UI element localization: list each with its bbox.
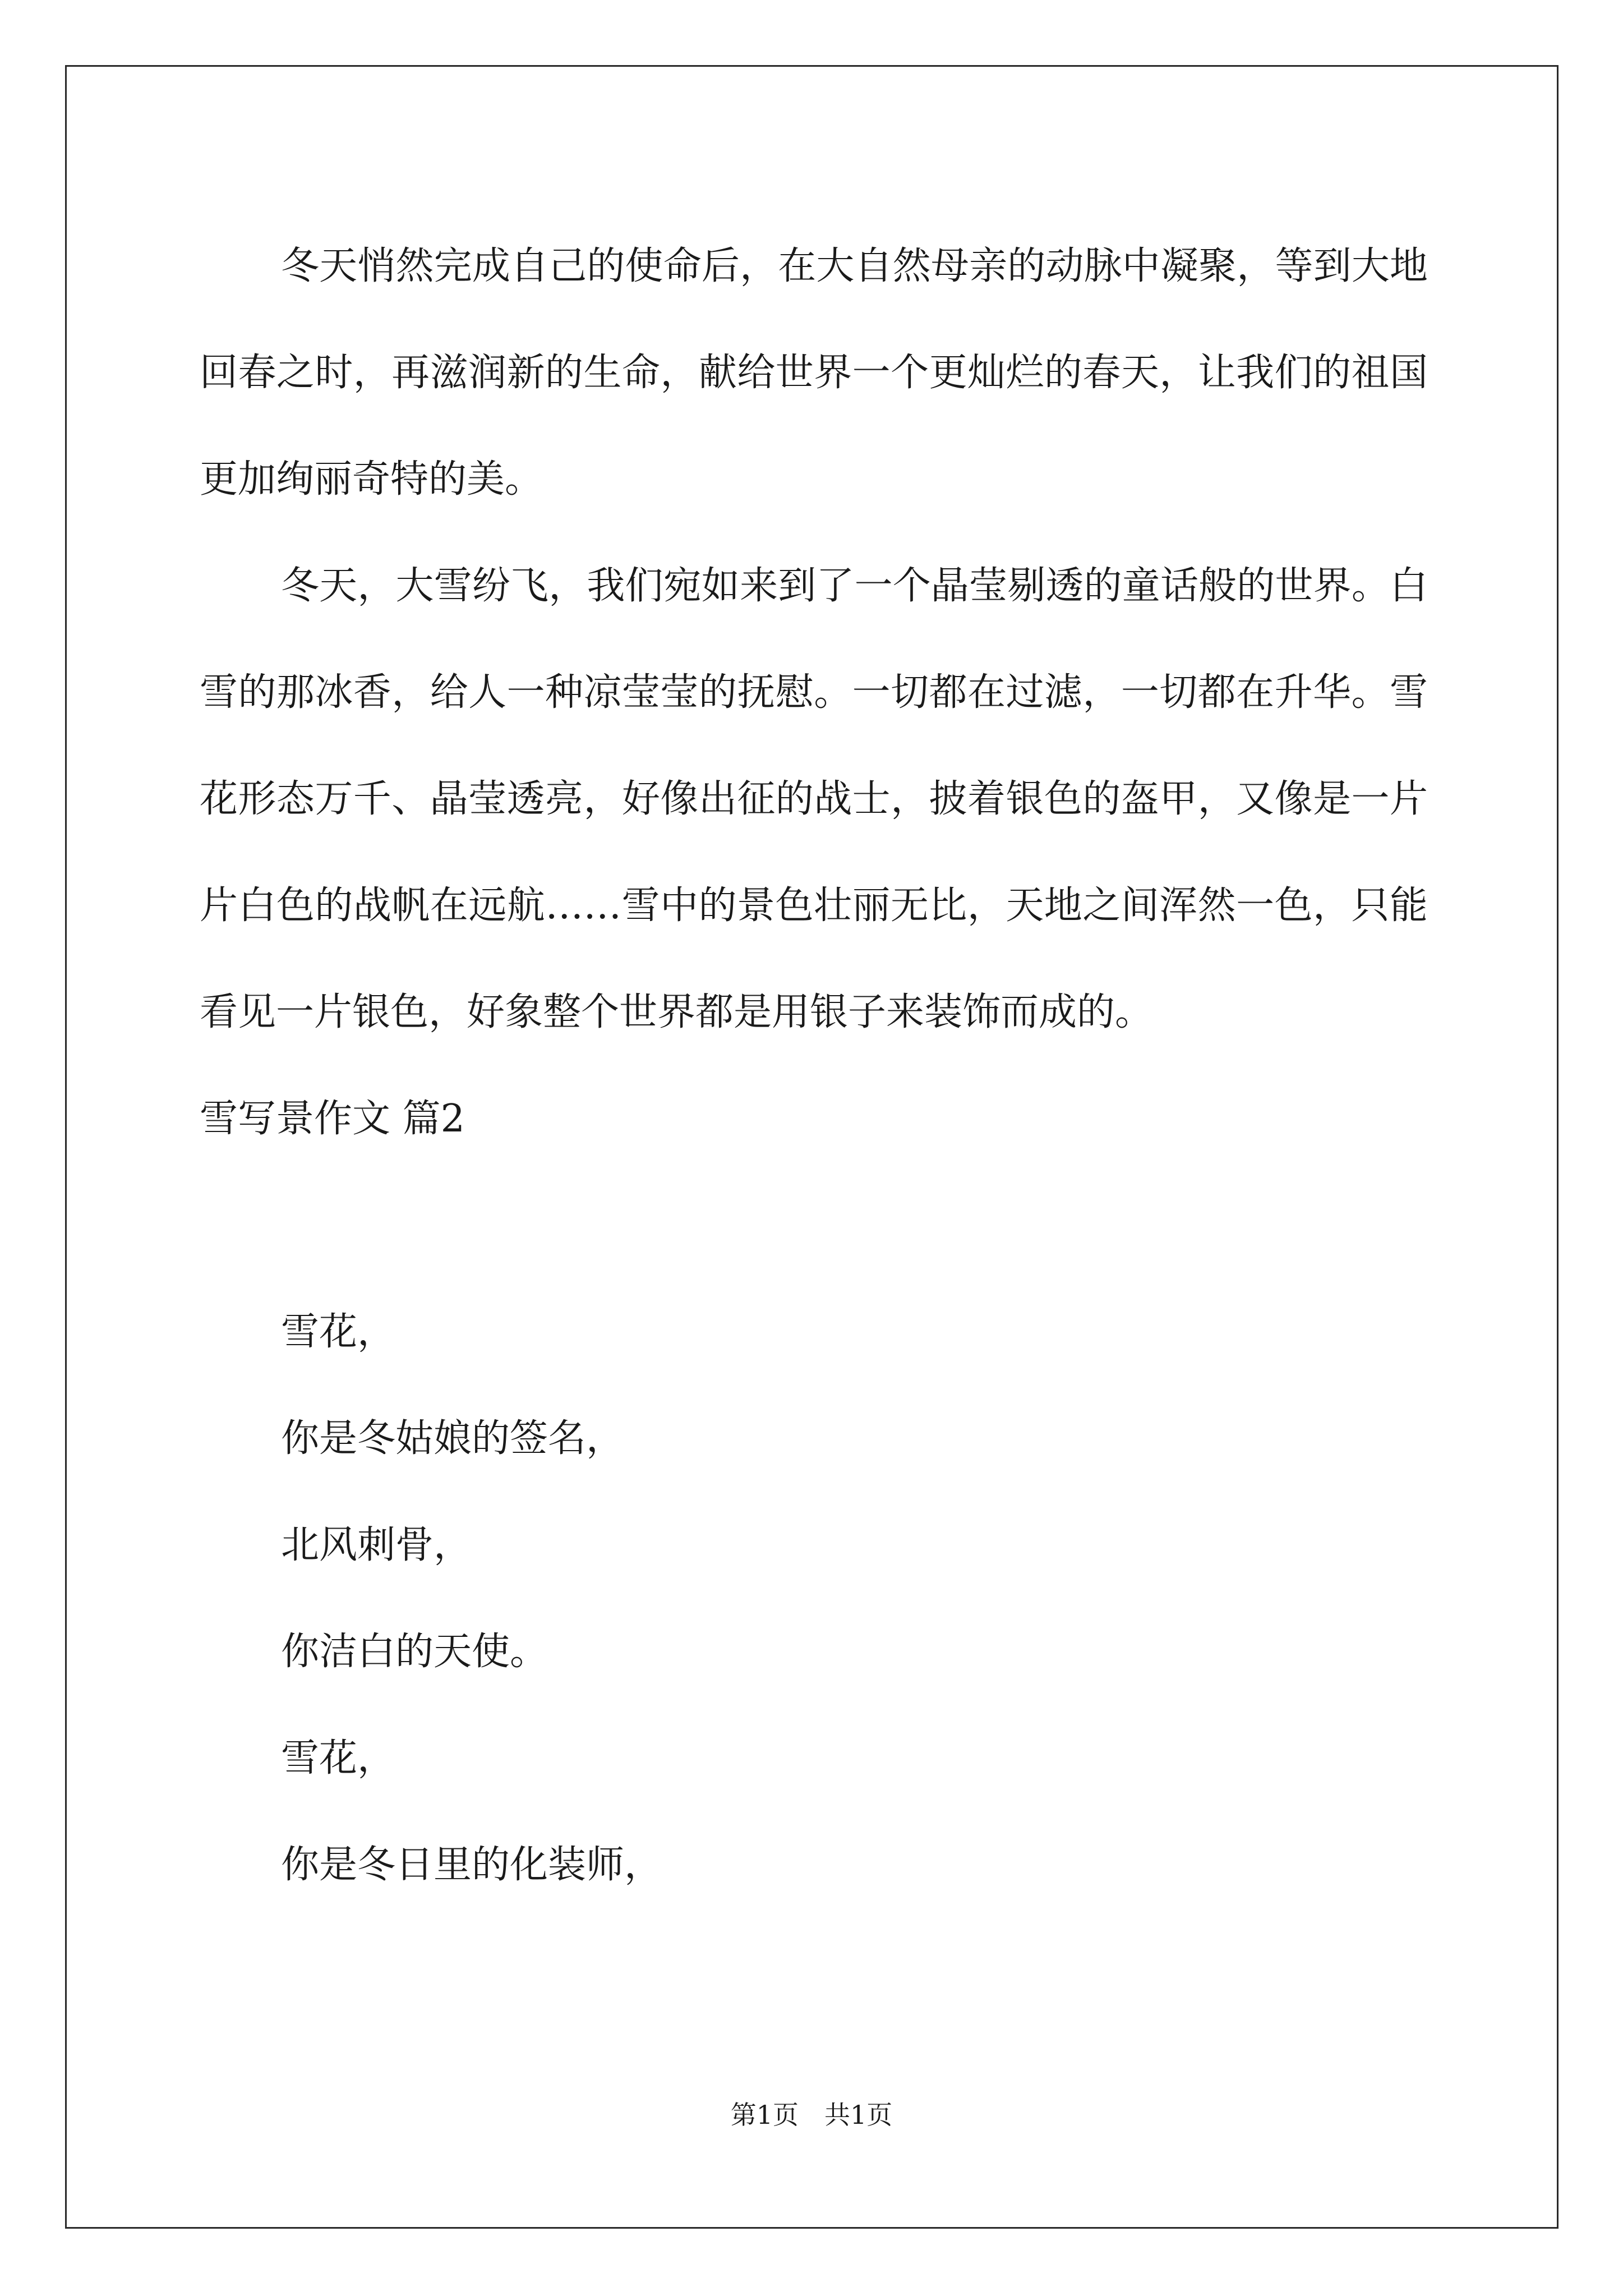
poem-line: 北风刺骨， <box>281 1523 472 1567</box>
blank-line <box>200 1172 1428 1279</box>
paragraph-1: 冬天悄然完成自己的使命后，在大自然母亲的动脉中凝聚，等到大地回春之时，再滋润新的生命，献给世界一个更灿烂的春天，让我们的祖国更加绚丽奇特的美。 <box>200 244 1428 501</box>
poem-line: 你是冬日里的化装师， <box>281 1843 663 1887</box>
paragraph-2: 冬天，大雪纷飞，我们宛如来到了一个晶莹剔透的童话般的世界。白雪的那冰香，给人一种凉莹莹的抚慰。一切都在过滤，一切都在升华。雪花形态万千、晶莹透亮，好像出征的战士，披着银色的盔甲，又像是一片片白色的战帆在远航……雪中的景色壮丽无比，天地之间浑然一色，只能看见一片银色，好象整个世界都是用银子来装饰而成的。 <box>200 564 1428 1034</box>
document-body <box>200 213 1428 1918</box>
page-footer: 第1页 共1页 <box>730 2100 893 2130</box>
poem-line: 你洁白的天使。 <box>281 1630 548 1674</box>
poem-line: 雪花， <box>281 1310 396 1354</box>
section-heading: 雪写景作文 篇2 <box>200 1097 465 1141</box>
poem-line: 你是冬姑娘的签名， <box>281 1416 625 1461</box>
poem-line: 雪花， <box>281 1736 396 1780</box>
